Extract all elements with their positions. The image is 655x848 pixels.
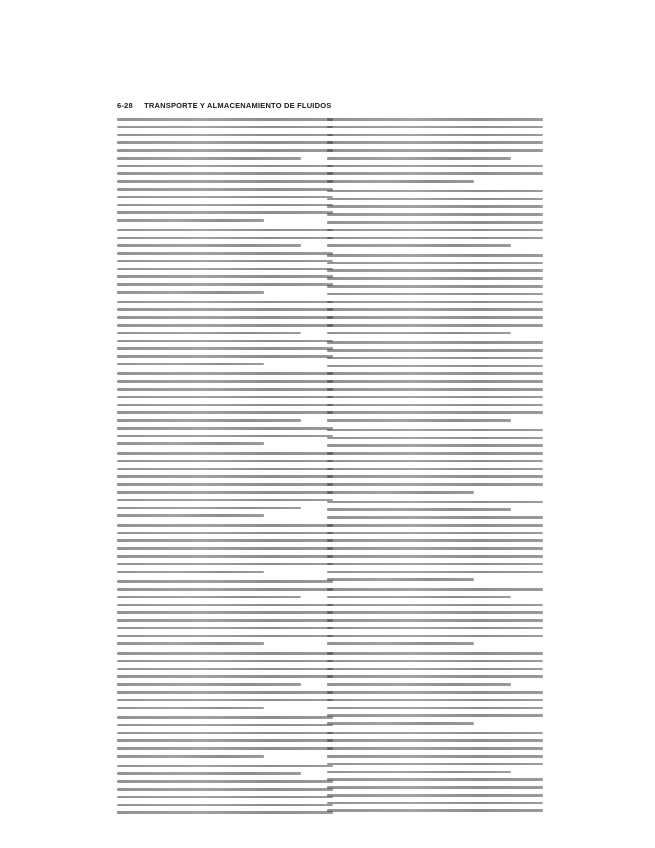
text-line [327,141,543,144]
text-line [117,316,333,319]
text-line [117,275,333,278]
text-line [117,716,333,719]
text-line [327,532,543,535]
running-head [117,101,331,110]
text-line [117,732,333,735]
text-line [117,699,333,702]
text-line [327,332,511,335]
text-line [327,747,543,750]
text-line [327,778,543,781]
text-line [327,475,543,478]
text-line [327,524,543,527]
text-line [327,341,543,344]
text-line [327,180,474,183]
text-line [117,332,301,335]
text-line [117,219,264,222]
text-line [117,411,333,414]
text-line [117,707,264,710]
text-line [327,547,543,550]
text-line [117,396,333,399]
text-line [117,427,333,430]
text-line [117,524,333,527]
text-line [327,157,511,160]
text-line [327,388,543,391]
text-line [117,468,333,471]
text-line [327,675,543,678]
text-line [327,437,543,440]
text-line [327,262,543,265]
text-line [327,809,543,812]
text-line [327,642,474,645]
body-column-right [327,118,543,817]
text-line [327,244,511,247]
text-line [117,563,333,566]
text-line [117,804,333,807]
text-line [117,765,333,768]
text-line [327,396,543,399]
text-line [117,611,333,614]
text-line [327,380,543,383]
text-line [327,794,543,797]
text-line [327,221,543,224]
text-line [327,732,543,735]
text-line [327,324,543,327]
text-line [117,301,333,304]
text-line [327,699,543,702]
text-line [117,149,333,152]
text-line [117,514,264,517]
text-line [327,444,543,447]
text-line [327,198,543,201]
text-line [327,786,543,789]
text-line [117,252,333,255]
text-line [327,301,543,304]
text-line [117,244,301,247]
text-line [117,691,333,694]
text-line [327,411,543,414]
text-line [327,460,543,463]
text-line [117,260,333,263]
text-line [117,324,333,327]
text-line [117,380,333,383]
text-line [117,780,333,783]
text-line [117,404,333,407]
text-line [327,237,543,240]
text-line [327,205,543,208]
text-line [117,755,264,758]
text-line [327,578,474,581]
text-line [327,118,543,121]
text-line [327,126,543,129]
text-line [117,652,333,655]
text-line [327,771,511,774]
text-line [117,347,333,350]
text-line [327,588,543,591]
text-line [117,788,333,791]
text-line [117,442,264,445]
text-line [117,635,333,638]
text-line [117,580,333,583]
text-line [117,491,333,494]
text-line [117,118,333,121]
text-line [327,452,543,455]
text-line [117,483,333,486]
text-line [117,229,333,232]
text-line [327,611,543,614]
text-line [117,539,333,542]
text-line [327,316,543,319]
text-line [117,172,333,175]
text-line [327,683,511,686]
text-line [327,501,543,504]
text-line [117,388,333,391]
text-line [327,429,543,432]
text-line [117,188,333,191]
text-line [327,308,543,311]
text-line [117,619,333,622]
text-line [117,811,333,814]
text-line [327,468,543,471]
text-line [117,363,264,366]
running-title: TRANSPORTE Y ALMACENAMIENTO DE FLUIDOS [144,101,332,110]
text-line [117,627,333,630]
text-line [117,165,333,168]
text-line [117,126,333,129]
text-line [117,460,333,463]
text-line [117,283,333,286]
text-line [117,157,301,160]
text-line [117,196,333,199]
text-line [327,491,474,494]
text-line [327,660,543,663]
text-line [117,204,333,207]
text-line [327,404,543,407]
text-line [327,596,511,599]
text-line [117,452,333,455]
text-line [117,739,333,742]
text-line [117,796,333,799]
text-line [327,714,543,717]
text-line [117,134,333,137]
text-line [327,571,543,574]
text-line [327,254,543,257]
text-line [117,211,333,214]
text-line [327,213,543,216]
text-line [327,555,543,558]
text-line [327,739,543,742]
text-line [117,588,333,591]
text-line [327,149,543,152]
text-line [117,596,301,599]
text-line [117,340,333,343]
text-line [117,555,333,558]
text-line [327,349,543,352]
text-line [117,308,333,311]
text-line [327,539,543,542]
text-line [117,724,333,727]
text-line [327,563,543,566]
text-line [117,291,264,294]
text-line [327,372,543,375]
text-line [117,675,333,678]
text-line [117,660,333,663]
text-line [117,547,333,550]
text-line [117,180,333,183]
text-line [327,357,543,360]
text-line [327,269,543,272]
page-number: 6-28 [117,101,133,110]
text-line [327,190,543,193]
text-line [327,802,543,805]
text-line [117,532,333,535]
text-line [117,237,333,240]
text-line [117,747,333,750]
text-line [117,571,264,574]
text-line [327,365,543,368]
text-line [327,172,543,175]
text-line [327,668,543,671]
text-line [327,652,543,655]
text-line [327,229,543,232]
text-line [117,475,333,478]
text-line [327,134,543,137]
text-line [327,419,511,422]
text-line [117,141,333,144]
text-line [117,499,333,502]
text-line [327,619,543,622]
text-line [117,772,301,775]
text-line [117,419,301,422]
text-line [327,627,543,630]
text-line [327,483,543,486]
text-line [327,691,543,694]
text-line [117,268,333,271]
text-line [327,722,474,725]
text-line [327,277,543,280]
text-line [327,635,543,638]
text-line [327,604,543,607]
text-line [117,435,333,438]
text-line [327,763,543,766]
text-line [327,516,543,519]
text-line [327,165,543,168]
text-line [327,707,543,710]
text-line [117,683,301,686]
text-line [327,293,543,296]
text-line [117,604,333,607]
text-line [117,668,333,671]
text-line [327,508,511,511]
text-line [117,372,333,375]
text-line [117,642,264,645]
text-line [327,285,543,288]
text-line [117,507,301,510]
body-column-left [117,118,333,819]
text-line [117,355,333,358]
text-line [327,755,543,758]
